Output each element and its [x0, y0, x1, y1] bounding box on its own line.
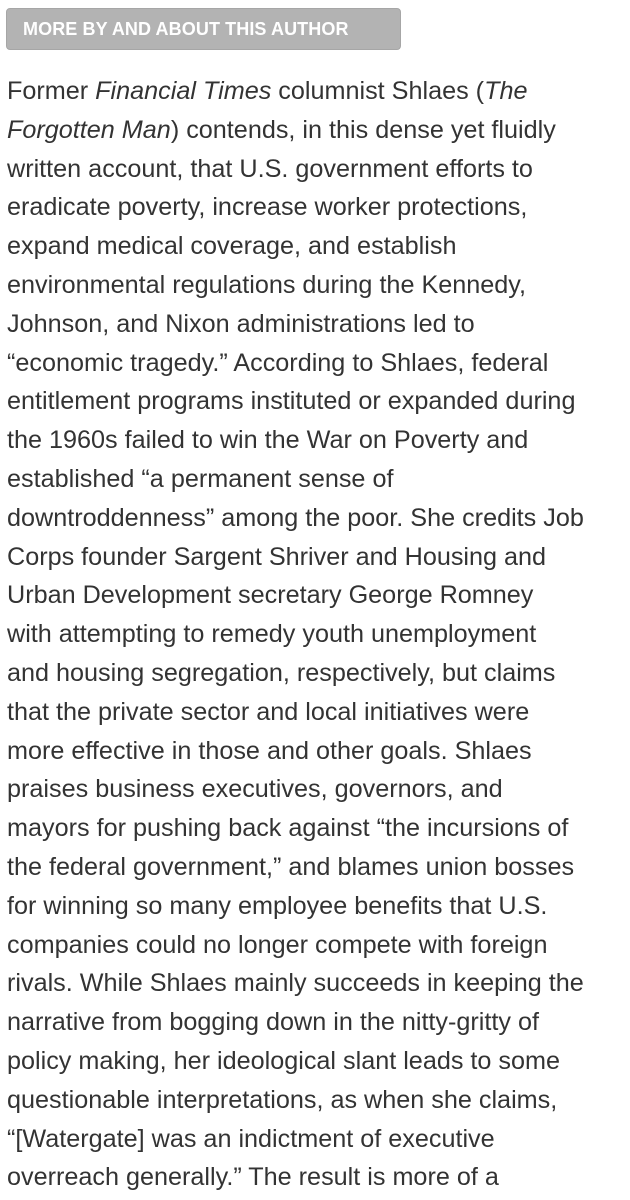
review-line: narrative from bogging down in the nitty-gritty of	[7, 1008, 539, 1037]
review-line: Former Financial Times columnist Shlaes (The	[7, 77, 528, 105]
review-line: rivals. While Shlaes mainly succeeds in keeping the	[7, 969, 584, 998]
review-line: that the private sector and local initiatives were	[7, 697, 530, 726]
review-line: more effective in those and other goals. Shlaes	[7, 736, 532, 765]
more-by-author-button[interactable]: MORE BY AND ABOUT THIS AUTHOR	[6, 8, 401, 50]
review-line: entitlement programs instituted or expanded during	[7, 387, 576, 416]
review-line: the 1960s failed to win the War on Poverty and	[7, 426, 529, 455]
review-line: for winning so many employee benefits that U.S.	[7, 891, 548, 920]
review-line: the federal government,” and blames union bosses	[7, 852, 575, 881]
book-title: Forgotten Man	[7, 115, 171, 144]
review-line: policy making, her ideological slant leads to some	[7, 1046, 561, 1075]
review-text	[7, 72, 630, 1197]
review-line: Forgotten Man) contends, in this dense yet fluidly	[7, 115, 556, 144]
review-line: mayors for pushing back against “the incursions of	[7, 814, 569, 843]
review-line: companies could no longer compete with foreign	[7, 930, 548, 959]
review-line: overreach generally.” The result is more of a	[7, 1163, 499, 1192]
review-line: “[Watergate] was an indictment of executive	[7, 1124, 495, 1153]
review-line: eradicate poverty, increase worker protections,	[7, 193, 528, 222]
review-line: established “a permanent sense of	[7, 464, 394, 493]
review-line: written account, that U.S. government efforts to	[7, 154, 533, 183]
review-line: expand medical coverage, and establish	[7, 232, 457, 261]
review-line: Johnson, and Nixon administrations led to	[7, 309, 475, 338]
review-line: with attempting to remedy youth unemployment	[7, 620, 537, 649]
publication-title: Financial Times	[95, 77, 272, 105]
review-line: “economic tragedy.” According to Shlaes, federal	[7, 348, 549, 377]
review-line: questionable interpretations, as when she claims,	[7, 1085, 558, 1114]
review-line: Urban Development secretary George Romney	[7, 581, 534, 610]
review-line: Corps founder Sargent Shriver and Housing and	[7, 542, 547, 571]
review-line: downtroddenness” among the poor. She credits Job	[7, 503, 584, 532]
review-line: praises business executives, governors, and	[7, 775, 503, 804]
book-title: The	[484, 77, 528, 105]
review-line: environmental regulations during the Kennedy,	[7, 270, 527, 299]
review-line: and housing segregation, respectively, but claims	[7, 658, 556, 687]
